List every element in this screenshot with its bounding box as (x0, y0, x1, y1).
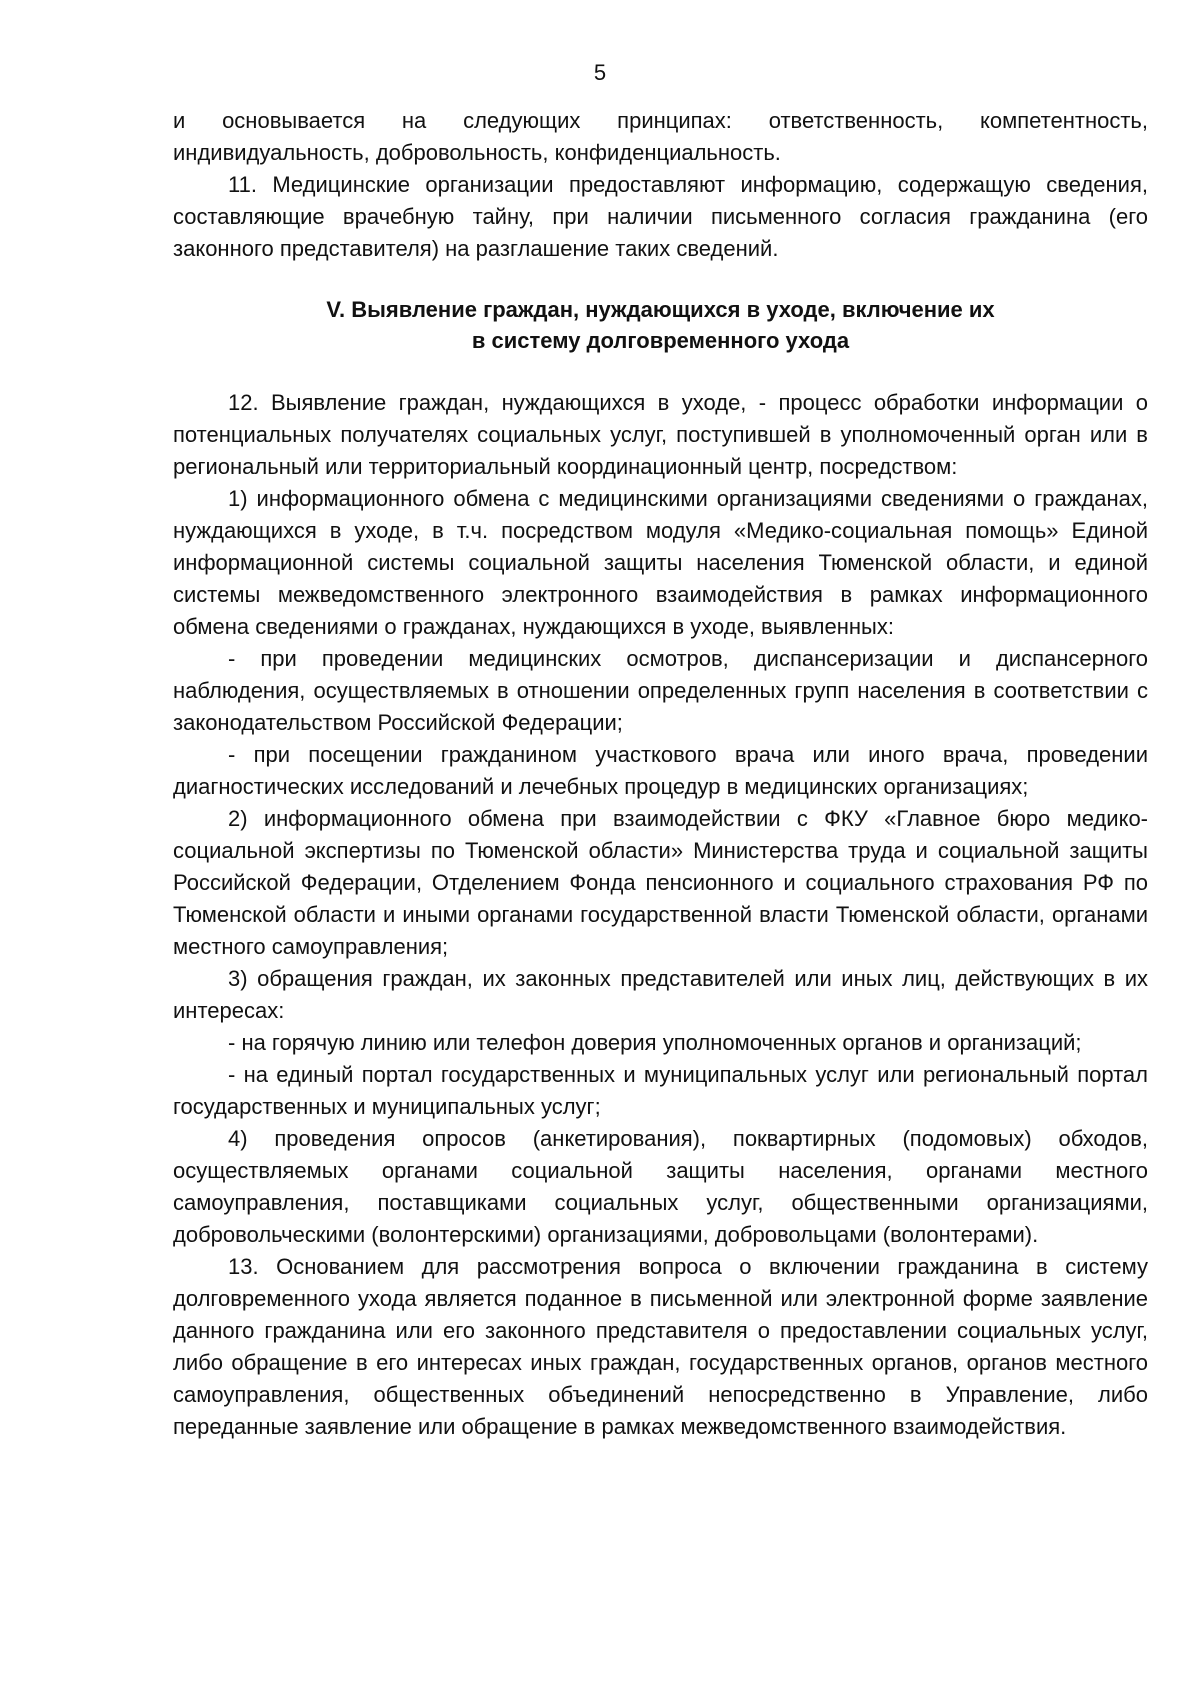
list-item-1: 1) информационного обмена с медицинскими организациями сведениями о гражданах, нуждающихся в уходе, в т.ч. посредством модуля «Медико-социальная помощь» Единой информационной системы социальной защиты населения Тюменской области, и единой системы межведомственного электронного взаимодействия в рамках информационного обмена сведениями о гражданах, нуждающихся в уходе, выявленных: (173, 486, 1148, 639)
list-item-2: 2) информационного обмена при взаимодействии с ФКУ «Главное бюро медико-социальной экспертизы по Тюменской области» Министерства труда и социальной защиты Российской Федерации, Отделением Фонда пенсионного и социального страхования РФ по Тюменской области и иными органами государственной власти Тюменской области, органами местного самоуправления; (173, 806, 1148, 959)
list-item-4: 4) проведения опросов (анкетирования), поквартирных (подомовых) обходов, осуществляемых органами социальной защиты населения, органами местного самоуправления, поставщиками социальных услуг, общественными организациями, добровольческими (волонтерскими) организациями, добровольцами (волонтерами). (173, 1126, 1148, 1247)
sub-item-portal: - на единый портал государственных и муниципальных услуг или региональный портал государственных и муниципальных услуг; (173, 1062, 1148, 1119)
document-body (173, 105, 1148, 1443)
page-number: 5 (593, 60, 607, 85)
section-heading-line-2: в систему долговременного ухода (471, 328, 850, 353)
paragraph-12: 12. Выявление граждан, нуждающихся в уходе, - процесс обработки информации о потенциальных получателях социальных услуг, поступившей в уполномоченный орган или в региональный или территориальный координационный центр, посредством: (173, 390, 1148, 479)
paragraph-continuation: и основывается на следующих принципах: ответственность, компетентность, индивидуальность, добровольность, конфиденциальность. (173, 108, 1148, 165)
sub-item-hotline: - на горячую линию или телефон доверия уполномоченных органов и организаций; (228, 1030, 1082, 1055)
sub-item-doctor-visits: - при посещении гражданином участкового врача или иного врача, проведении диагностических исследований и лечебных процедур в медицинских организациях; (173, 742, 1148, 799)
list-item-3: 3) обращения граждан, их законных представителей или иных лиц, действующих в их интересах: (173, 966, 1148, 1023)
paragraph-13: 13. Основанием для рассмотрения вопроса о включении гражданина в систему долговременного ухода является поданное в письменной или электронной форме заявление данного гражданина или его законного представителя о предоставлении социальных услуг, либо обращение в его интересах иных граждан, государственных органов, органов местного самоуправления, общественных объединений непосредственно в Управление, либо переданные заявление или обращение в рамках межведомственного взаимодействия. (173, 1254, 1148, 1439)
paragraph-11: 11. Медицинские организации предоставляют информацию, содержащую сведения, составляющие врачебную тайну, при наличии письменного согласия гражданина (его законного представителя) на разглашение таких сведений. (173, 172, 1148, 261)
section-heading (173, 294, 1148, 356)
sub-item-medical-checkups: - при проведении медицинских осмотров, диспансеризации и диспансерного наблюдения, осуществляемых в отношении определенных групп населения в соответствии с законодательством Российской Федерации; (173, 646, 1148, 735)
section-heading-line-1: V. Выявление граждан, нуждающихся в уходе, включение их (326, 297, 995, 322)
